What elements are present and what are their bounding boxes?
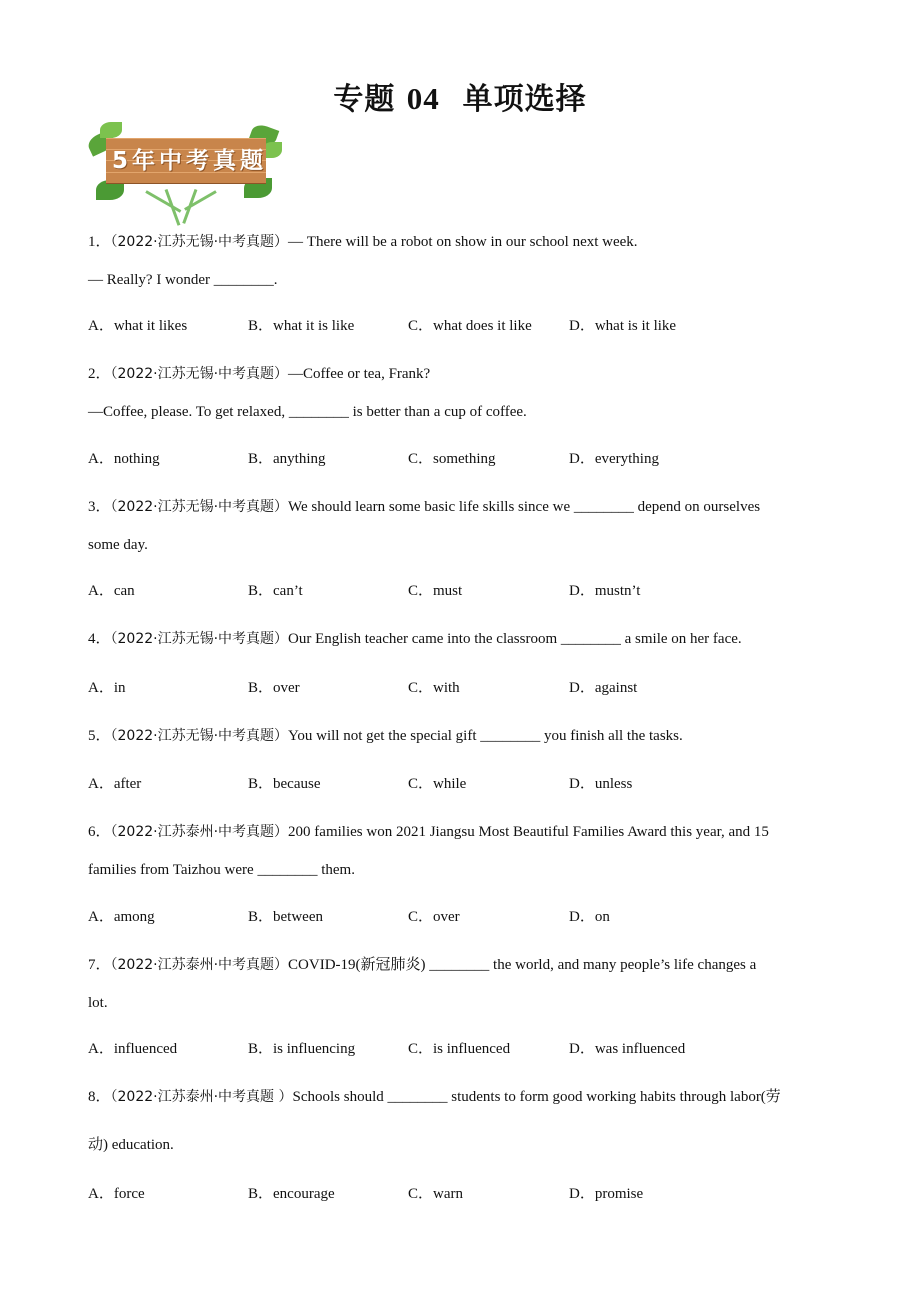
question-4: 4．（2022·江苏无锡·中考真题）Our English teacher came into the classroom ________ a smile on her face. [88, 631, 742, 647]
question-number: 1 [88, 234, 96, 250]
option-d[interactable]: D．mustn’t [569, 583, 641, 599]
question-number: 6 [88, 824, 96, 840]
question-source: （2022·江苏无锡·中考真题） [110, 234, 289, 250]
question-text: Our English teacher came into the classroom ________ a smile on her face. [288, 631, 742, 647]
question-3-options [88, 579, 828, 599]
question-text: 200 families won 2021 Jiangsu Most Beautiful Families Award this year, and 15 [288, 824, 769, 840]
question-number: 4 [88, 631, 96, 647]
question-4-options [88, 676, 828, 696]
option-c[interactable]: C．while [408, 776, 467, 792]
option-d[interactable]: D．what is it like [569, 318, 677, 334]
question-number: 8 [88, 1089, 96, 1105]
question-1-line-2: — Really? I wonder ________. [88, 272, 278, 288]
question-6: 6．（2022·江苏泰州·中考真题）200 families won 2021 Jiangsu Most Beautiful Families Award this year, and 15 [88, 824, 769, 840]
question-5: 5．（2022·江苏无锡·中考真题）You will not get the special gift ________ you finish all the tasks. [88, 728, 683, 744]
question-8-options [88, 1182, 828, 1202]
option-b[interactable]: B．over [248, 680, 300, 696]
option-d[interactable]: D．against [569, 680, 638, 696]
question-2: 2．（2022·江苏无锡·中考真题）—Coffee or tea, Frank? [88, 366, 431, 382]
option-d[interactable]: D．everything [569, 451, 659, 467]
question-number: 5 [88, 728, 96, 744]
option-c[interactable]: C．something [408, 451, 496, 467]
option-d[interactable]: D．on [569, 909, 610, 925]
banner-label: 5年中考真题 [112, 148, 268, 174]
question-7: 7．（2022·江苏泰州·中考真题）COVID-19(新冠肺炎) ________ the world, and many people’s life changes a [88, 957, 757, 973]
question-2-options [88, 447, 828, 467]
option-c[interactable]: C．what does it like [408, 318, 532, 334]
question-text: COVID-19(新冠肺炎) ________ the world, and many people’s life changes a [288, 957, 757, 973]
option-b[interactable]: B．anything [248, 451, 326, 467]
question-1-options [88, 314, 828, 334]
question-8: 8．（2022·江苏泰州·中考真题 ）Schools should ________ students to form good working habits through labor(劳 [88, 1089, 781, 1105]
page-title [0, 74, 920, 118]
question-number: 3 [88, 499, 96, 515]
question-source: （2022·江苏无锡·中考真题） [110, 499, 289, 515]
question-number: 2 [88, 366, 96, 382]
option-c[interactable]: C．over [408, 909, 460, 925]
title-suffix: 单项选择 [462, 82, 587, 117]
option-d[interactable]: D．was influenced [569, 1041, 686, 1057]
question-6-line-2: families from Taizhou were ________ them. [88, 862, 355, 878]
option-a[interactable]: A．influenced [88, 1041, 178, 1057]
question-3: 3．（2022·江苏无锡·中考真题）We should learn some basic life skills since we ________ depend on ourselves [88, 499, 761, 515]
leaf-icon [100, 122, 122, 138]
option-b[interactable]: B．what it is like [248, 318, 355, 334]
option-d[interactable]: D．unless [569, 776, 633, 792]
title-number: 04 [406, 81, 440, 116]
question-text: You will not get the special gift ________ you finish all the tasks. [288, 728, 683, 744]
question-text: — There will be a robot on show in our school next week. [288, 234, 638, 250]
question-1: 1．（2022·江苏无锡·中考真题）— There will be a robot on show in our school next week. [88, 234, 638, 250]
option-b[interactable]: B．encourage [248, 1186, 335, 1202]
question-source: （2022·江苏泰州·中考真题） [110, 957, 289, 973]
option-a[interactable]: A．what it likes [88, 318, 188, 334]
question-6-options [88, 905, 828, 925]
section-banner [86, 120, 284, 212]
question-source: （2022·江苏无锡·中考真题） [110, 366, 289, 382]
option-b[interactable]: B．between [248, 909, 323, 925]
option-a[interactable]: A．among [88, 909, 155, 925]
option-a[interactable]: A．nothing [88, 451, 160, 467]
option-d[interactable]: D．promise [569, 1186, 644, 1202]
option-c[interactable]: C．is influenced [408, 1041, 511, 1057]
option-a[interactable]: A．can [88, 583, 135, 599]
option-b[interactable]: B．is influencing [248, 1041, 356, 1057]
fern-icon [145, 190, 181, 213]
fern-icon [184, 190, 217, 211]
option-b[interactable]: B．because [248, 776, 321, 792]
question-text: Schools should ________ students to form good working habits through labor(劳 [292, 1089, 781, 1105]
question-text: We should learn some basic life skills since we ________ depend on ourselves [288, 499, 761, 515]
option-c[interactable]: C．must [408, 583, 463, 599]
question-text: —Coffee or tea, Frank? [288, 366, 431, 382]
option-a[interactable]: A．after [88, 776, 142, 792]
question-number: 7 [88, 957, 96, 973]
question-5-options [88, 772, 828, 792]
title-prefix: 专题 [333, 82, 396, 117]
question-source: （2022·江苏泰州·中考真题） [110, 824, 289, 840]
option-c[interactable]: C．warn [408, 1186, 463, 1202]
question-2-line-2: —Coffee, please. To get relaxed, ________ is better than a cup of coffee. [88, 404, 527, 420]
option-a[interactable]: A．in [88, 680, 126, 696]
option-c[interactable]: C．with [408, 680, 460, 696]
question-7-line-2: lot. [88, 995, 108, 1011]
question-3-line-2: some day. [88, 537, 148, 553]
question-source: （2022·江苏无锡·中考真题） [110, 728, 289, 744]
question-source: （2022·江苏泰州·中考真题 ） [110, 1089, 293, 1105]
question-8-line-2: 动) education. [88, 1137, 174, 1153]
question-source: （2022·江苏无锡·中考真题） [110, 631, 289, 647]
question-7-options [88, 1037, 828, 1057]
option-b[interactable]: B．can’t [248, 583, 303, 599]
option-a[interactable]: A．force [88, 1186, 145, 1202]
